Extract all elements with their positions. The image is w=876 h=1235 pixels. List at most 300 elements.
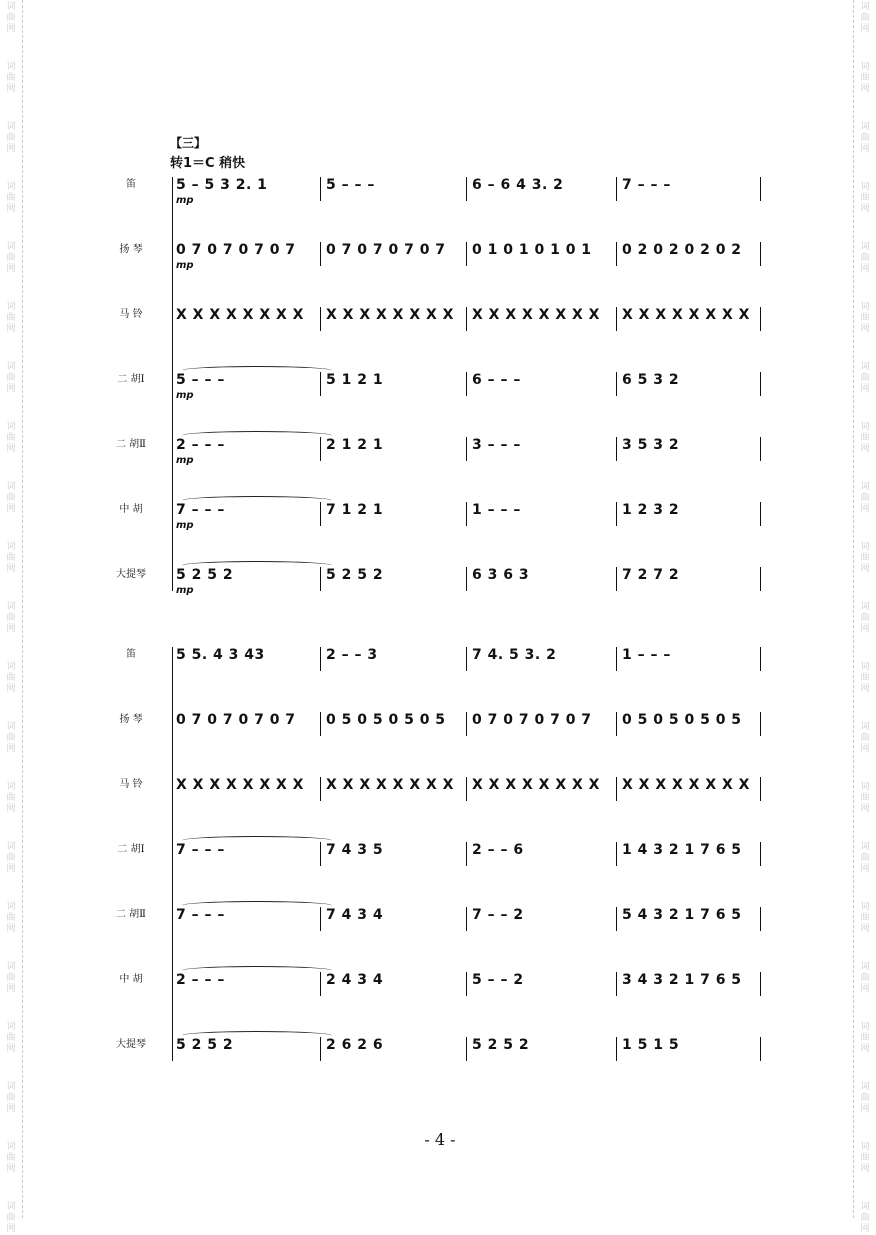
watermark <box>858 1202 872 1235</box>
watermark-char: 网 <box>6 984 16 994</box>
dynamic-marking: mp <box>176 455 194 466</box>
barline <box>616 372 617 396</box>
watermark-char: 曲 <box>860 733 870 743</box>
watermark-char: 曲 <box>6 313 16 323</box>
measure-notes: X X X X X X X X <box>326 777 454 793</box>
measure-notes: 7 4. 5 3. 2 <box>472 647 557 663</box>
measure-notes: 5 1 2 1 <box>326 372 384 388</box>
barline <box>616 502 617 526</box>
measure-notes: X X X X X X X X <box>176 777 304 793</box>
barline <box>172 502 173 526</box>
barline <box>320 972 321 996</box>
measure-notes: X X X X X X X X <box>472 777 600 793</box>
barline <box>466 777 467 801</box>
watermark-char: 曲 <box>860 673 870 683</box>
barline <box>466 502 467 526</box>
watermark-char: 曲 <box>6 13 16 23</box>
measure-notes: 6 – – – <box>472 372 521 388</box>
barline <box>320 777 321 801</box>
instrument-label: 大提琴 <box>116 1039 146 1050</box>
staff-row <box>0 295 876 335</box>
measure-notes: 0 1 0 1 0 1 0 1 <box>472 242 592 258</box>
instrument-label: 二 胡Ⅱ <box>116 439 146 450</box>
barline <box>760 242 761 266</box>
barline <box>172 712 173 736</box>
watermark-char: 词 <box>860 782 870 792</box>
watermark-char: 网 <box>860 1104 870 1114</box>
watermark-char: 词 <box>860 362 870 372</box>
watermark-char: 网 <box>860 144 870 154</box>
watermark-char: 网 <box>860 804 870 814</box>
watermark-char: 词 <box>6 122 16 132</box>
measure-notes: 7 1 2 1 <box>326 502 384 518</box>
watermark-char: 网 <box>860 84 870 94</box>
barline <box>466 1037 467 1061</box>
barline <box>172 177 173 201</box>
measure-notes: 1 4 3 2 1 7 6 5 <box>622 842 742 858</box>
instrument-label: 笛 <box>126 179 136 190</box>
watermark-char: 网 <box>6 444 16 454</box>
barline <box>172 842 173 866</box>
watermark-char: 词 <box>860 602 870 612</box>
watermark-char: 词 <box>860 1142 870 1152</box>
watermark-char: 词 <box>860 62 870 72</box>
barline <box>172 907 173 931</box>
instrument-label: 马 铃 <box>119 309 143 320</box>
barline <box>760 372 761 396</box>
watermark-char: 曲 <box>860 313 870 323</box>
measure-notes: 6 3 6 3 <box>472 567 530 583</box>
measure-notes: 7 4 3 5 <box>326 842 384 858</box>
barline <box>760 567 761 591</box>
barline <box>172 1037 173 1061</box>
barline <box>760 842 761 866</box>
measure-notes: 6 – 6 4 3. 2 <box>472 177 564 193</box>
barline <box>466 842 467 866</box>
barline <box>760 647 761 671</box>
watermark-char: 词 <box>6 2 16 12</box>
barline <box>172 567 173 591</box>
watermark-char: 曲 <box>860 1033 870 1043</box>
watermark-char: 词 <box>860 962 870 972</box>
page-number: - 4 - <box>424 1130 456 1149</box>
tie-arc <box>182 431 332 440</box>
dynamic-marking: mp <box>176 520 194 531</box>
barline <box>616 777 617 801</box>
watermark-char: 词 <box>6 1202 16 1212</box>
barline <box>172 647 173 671</box>
watermark-char: 词 <box>860 302 870 312</box>
barline <box>760 307 761 331</box>
watermark <box>858 1142 872 1175</box>
barline <box>320 372 321 396</box>
staff-row <box>0 960 876 1000</box>
measure-notes: 1 5 1 5 <box>622 1037 680 1053</box>
watermark-char: 词 <box>860 242 870 252</box>
measure-notes: 0 7 0 7 0 7 0 7 <box>326 242 446 258</box>
barline <box>760 1037 761 1061</box>
measure-notes: 5 – 5 3 2. 1 <box>176 177 268 193</box>
watermark-char: 网 <box>6 1224 16 1234</box>
measure-notes: 2 – – – <box>176 972 225 988</box>
watermark-char: 曲 <box>6 793 16 803</box>
watermark-char: 词 <box>6 1142 16 1152</box>
watermark-char: 曲 <box>6 733 16 743</box>
watermark-char: 词 <box>6 482 16 492</box>
watermark-char: 曲 <box>860 793 870 803</box>
barline <box>466 177 467 201</box>
barline <box>760 907 761 931</box>
measure-notes: 1 – – – <box>622 647 671 663</box>
dynamic-marking: mp <box>176 585 194 596</box>
barline <box>172 372 173 396</box>
watermark-char: 词 <box>860 662 870 672</box>
watermark-char: 网 <box>860 984 870 994</box>
watermark-char: 网 <box>860 504 870 514</box>
watermark-char: 词 <box>6 962 16 972</box>
barline <box>616 242 617 266</box>
tie-arc <box>182 561 332 570</box>
watermark-char: 词 <box>6 302 16 312</box>
tie-arc <box>182 966 332 975</box>
measure-notes: X X X X X X X X <box>622 307 750 323</box>
measure-notes: 2 – – 6 <box>472 842 524 858</box>
watermark-char: 词 <box>860 482 870 492</box>
measure-notes: 7 – – – <box>622 177 671 193</box>
barline <box>320 907 321 931</box>
watermark-char: 曲 <box>860 73 870 83</box>
watermark-char: 曲 <box>860 433 870 443</box>
watermark-char: 曲 <box>6 853 16 863</box>
watermark-char: 词 <box>860 722 870 732</box>
watermark-char: 词 <box>6 422 16 432</box>
watermark-char: 曲 <box>6 253 16 263</box>
barline <box>320 177 321 201</box>
watermark-char: 曲 <box>6 133 16 143</box>
barline <box>172 777 173 801</box>
watermark-char: 曲 <box>6 493 16 503</box>
barline <box>760 437 761 461</box>
measure-notes: 7 – – 2 <box>472 907 524 923</box>
watermark-char: 词 <box>6 842 16 852</box>
watermark-char: 网 <box>6 624 16 634</box>
measure-notes: 5 5. 4 3 43 <box>176 647 265 663</box>
watermark-char: 曲 <box>6 193 16 203</box>
watermark-char: 曲 <box>6 73 16 83</box>
measure-notes: 1 – – – <box>472 502 521 518</box>
watermark-char: 词 <box>6 662 16 672</box>
measure-notes: 5 2 5 2 <box>472 1037 530 1053</box>
barline <box>760 177 761 201</box>
watermark <box>4 602 18 635</box>
measure-notes: 2 – – 3 <box>326 647 378 663</box>
watermark-char: 词 <box>6 1022 16 1032</box>
instrument-label: 中 胡 <box>119 504 143 515</box>
dynamic-marking: mp <box>176 390 194 401</box>
watermark-char: 网 <box>6 144 16 154</box>
watermark-char: 网 <box>860 204 870 214</box>
measure-notes: 1 2 3 2 <box>622 502 680 518</box>
watermark-char: 网 <box>860 384 870 394</box>
measure-notes: 5 2 5 2 <box>176 567 234 583</box>
barline <box>466 647 467 671</box>
watermark-char: 词 <box>6 782 16 792</box>
watermark <box>858 122 872 155</box>
watermark-char: 网 <box>6 504 16 514</box>
watermark-char: 词 <box>860 1082 870 1092</box>
tie-arc <box>182 1031 332 1040</box>
staff-row <box>0 700 876 740</box>
staff-row <box>0 425 876 465</box>
watermark-char: 曲 <box>860 853 870 863</box>
watermark <box>858 602 872 635</box>
watermark-char: 网 <box>860 744 870 754</box>
measure-notes: 2 6 2 6 <box>326 1037 384 1053</box>
watermark <box>858 1082 872 1115</box>
watermark <box>858 2 872 35</box>
watermark-char: 词 <box>860 2 870 12</box>
watermark-char: 词 <box>860 122 870 132</box>
barline <box>466 567 467 591</box>
watermark-char: 词 <box>6 182 16 192</box>
watermark-char: 词 <box>860 182 870 192</box>
watermark-char: 曲 <box>860 1153 870 1163</box>
measure-notes: 2 1 2 1 <box>326 437 384 453</box>
watermark-char: 曲 <box>6 373 16 383</box>
watermark <box>4 1142 18 1175</box>
watermark-char: 曲 <box>6 613 16 623</box>
measure-notes: 5 2 5 2 <box>326 567 384 583</box>
barline <box>466 907 467 931</box>
watermark-char: 曲 <box>6 673 16 683</box>
watermark-char: 网 <box>6 84 16 94</box>
barline <box>320 437 321 461</box>
watermark-char: 曲 <box>860 613 870 623</box>
measure-notes: X X X X X X X X <box>326 307 454 323</box>
staff-row <box>0 165 876 205</box>
instrument-label: 扬 琴 <box>119 714 143 725</box>
watermark-char: 词 <box>6 242 16 252</box>
staff-row <box>0 555 876 595</box>
measure-notes: X X X X X X X X <box>472 307 600 323</box>
measure-notes: X X X X X X X X <box>176 307 304 323</box>
watermark-char: 网 <box>6 864 16 874</box>
measure-notes: 0 7 0 7 0 7 0 7 <box>472 712 592 728</box>
watermark-char: 网 <box>6 924 16 934</box>
instrument-label: 大提琴 <box>116 569 146 580</box>
measure-notes: 0 7 0 7 0 7 0 7 <box>176 712 296 728</box>
staff-row <box>0 1025 876 1065</box>
measure-notes: 0 7 0 7 0 7 0 7 <box>176 242 296 258</box>
barline <box>320 712 321 736</box>
watermark-char: 曲 <box>860 373 870 383</box>
barline <box>172 972 173 996</box>
watermark-char: 曲 <box>6 1033 16 1043</box>
watermark-char: 词 <box>6 902 16 912</box>
watermark <box>4 2 18 35</box>
barline <box>320 647 321 671</box>
barline <box>760 972 761 996</box>
measure-notes: 0 5 0 5 0 5 0 5 <box>326 712 446 728</box>
watermark-char: 网 <box>860 444 870 454</box>
watermark-char: 词 <box>860 842 870 852</box>
watermark-char: 网 <box>6 1044 16 1054</box>
watermark-char: 曲 <box>6 1213 16 1223</box>
barline <box>760 502 761 526</box>
measure-notes: 2 – – – <box>176 437 225 453</box>
instrument-label: 中 胡 <box>119 974 143 985</box>
barline <box>466 972 467 996</box>
measure-notes: 2 4 3 4 <box>326 972 384 988</box>
measure-notes: 7 2 7 2 <box>622 567 680 583</box>
watermark-char: 词 <box>860 902 870 912</box>
barline <box>466 437 467 461</box>
watermark-char: 曲 <box>6 433 16 443</box>
instrument-label: 马 铃 <box>119 779 143 790</box>
instrument-label: 扬 琴 <box>119 244 143 255</box>
staff-row <box>0 490 876 530</box>
staff-row <box>0 635 876 675</box>
watermark-char: 词 <box>860 1202 870 1212</box>
measure-notes: 5 4 3 2 1 7 6 5 <box>622 907 742 923</box>
key-signature: 转1＝C 稍快 <box>170 156 246 171</box>
measure-notes: 7 – – – <box>176 842 225 858</box>
tie-arc <box>182 901 332 910</box>
watermark-char: 曲 <box>6 1093 16 1103</box>
watermark <box>4 122 18 155</box>
staff-row <box>0 895 876 935</box>
barline <box>320 502 321 526</box>
watermark-char: 网 <box>6 204 16 214</box>
watermark-char: 网 <box>6 324 16 334</box>
watermark-char: 网 <box>6 384 16 394</box>
tie-arc <box>182 366 332 375</box>
watermark-char: 网 <box>6 1104 16 1114</box>
barline <box>172 437 173 461</box>
watermark-char: 曲 <box>860 253 870 263</box>
tie-arc <box>182 496 332 505</box>
watermark-char: 网 <box>6 744 16 754</box>
measure-notes: X X X X X X X X <box>622 777 750 793</box>
watermark-char: 词 <box>860 542 870 552</box>
watermark-char: 网 <box>860 564 870 574</box>
watermark-char: 网 <box>860 924 870 934</box>
dynamic-marking: mp <box>176 195 194 206</box>
watermark <box>4 62 18 95</box>
staff-row <box>0 830 876 870</box>
watermark-char: 曲 <box>860 133 870 143</box>
watermark-char: 词 <box>860 422 870 432</box>
watermark-char: 曲 <box>860 553 870 563</box>
watermark-char: 曲 <box>860 13 870 23</box>
watermark-char: 网 <box>860 684 870 694</box>
watermark-char: 词 <box>6 602 16 612</box>
barline <box>320 842 321 866</box>
watermark <box>4 1082 18 1115</box>
watermark-char: 网 <box>860 24 870 34</box>
watermark-char: 网 <box>6 684 16 694</box>
instrument-label: 二 胡Ⅱ <box>116 909 146 920</box>
watermark-char: 网 <box>860 864 870 874</box>
watermark-char: 网 <box>6 564 16 574</box>
watermark-char: 网 <box>6 1164 16 1174</box>
measure-notes: 5 – – 2 <box>472 972 524 988</box>
measure-notes: 5 – – – <box>176 372 225 388</box>
measure-notes: 3 4 3 2 1 7 6 5 <box>622 972 742 988</box>
measure-notes: 3 5 3 2 <box>622 437 680 453</box>
barline <box>760 777 761 801</box>
measure-notes: 5 2 5 2 <box>176 1037 234 1053</box>
barline <box>320 1037 321 1061</box>
measure-notes: 7 – – – <box>176 502 225 518</box>
measure-notes: 7 – – – <box>176 907 225 923</box>
barline <box>760 712 761 736</box>
instrument-label: 二 胡Ⅰ <box>117 374 145 385</box>
watermark-char: 曲 <box>860 913 870 923</box>
watermark-char: 曲 <box>860 973 870 983</box>
barline <box>466 372 467 396</box>
measure-notes: 3 – – – <box>472 437 521 453</box>
watermark-char: 网 <box>860 324 870 334</box>
watermark-char: 网 <box>6 264 16 274</box>
dynamic-marking: mp <box>176 260 194 271</box>
watermark-char: 词 <box>6 1082 16 1092</box>
barline <box>616 177 617 201</box>
measure-notes: 7 4 3 4 <box>326 907 384 923</box>
barline <box>616 567 617 591</box>
watermark-char: 曲 <box>6 973 16 983</box>
barline <box>616 842 617 866</box>
barline <box>616 1037 617 1061</box>
watermark-char: 曲 <box>860 1093 870 1103</box>
watermark-char: 词 <box>860 1022 870 1032</box>
watermark-char: 网 <box>6 804 16 814</box>
barline <box>616 307 617 331</box>
barline <box>320 242 321 266</box>
watermark <box>4 1202 18 1235</box>
watermark-char: 词 <box>6 62 16 72</box>
measure-notes: 5 – – – <box>326 177 375 193</box>
watermark-char: 词 <box>6 362 16 372</box>
barline <box>172 242 173 266</box>
barline <box>320 307 321 331</box>
measure-notes: 0 5 0 5 0 5 0 5 <box>622 712 742 728</box>
watermark-char: 网 <box>860 264 870 274</box>
staff-row <box>0 230 876 270</box>
section-mark: 【三】 <box>170 136 207 150</box>
barline <box>616 907 617 931</box>
barline <box>172 307 173 331</box>
instrument-label: 笛 <box>126 649 136 660</box>
barline <box>466 307 467 331</box>
measure-notes: 0 2 0 2 0 2 0 2 <box>622 242 742 258</box>
barline <box>320 567 321 591</box>
barline <box>466 712 467 736</box>
watermark-char: 词 <box>6 722 16 732</box>
watermark-char: 曲 <box>6 553 16 563</box>
watermark-char: 网 <box>860 1164 870 1174</box>
instrument-label: 二 胡Ⅰ <box>117 844 145 855</box>
barline <box>616 712 617 736</box>
watermark-char: 网 <box>860 1044 870 1054</box>
barline <box>466 242 467 266</box>
watermark-char: 词 <box>6 542 16 552</box>
watermark-char: 曲 <box>860 1213 870 1223</box>
barline <box>616 647 617 671</box>
barline <box>616 972 617 996</box>
tie-arc <box>182 836 332 845</box>
watermark-char: 曲 <box>860 493 870 503</box>
